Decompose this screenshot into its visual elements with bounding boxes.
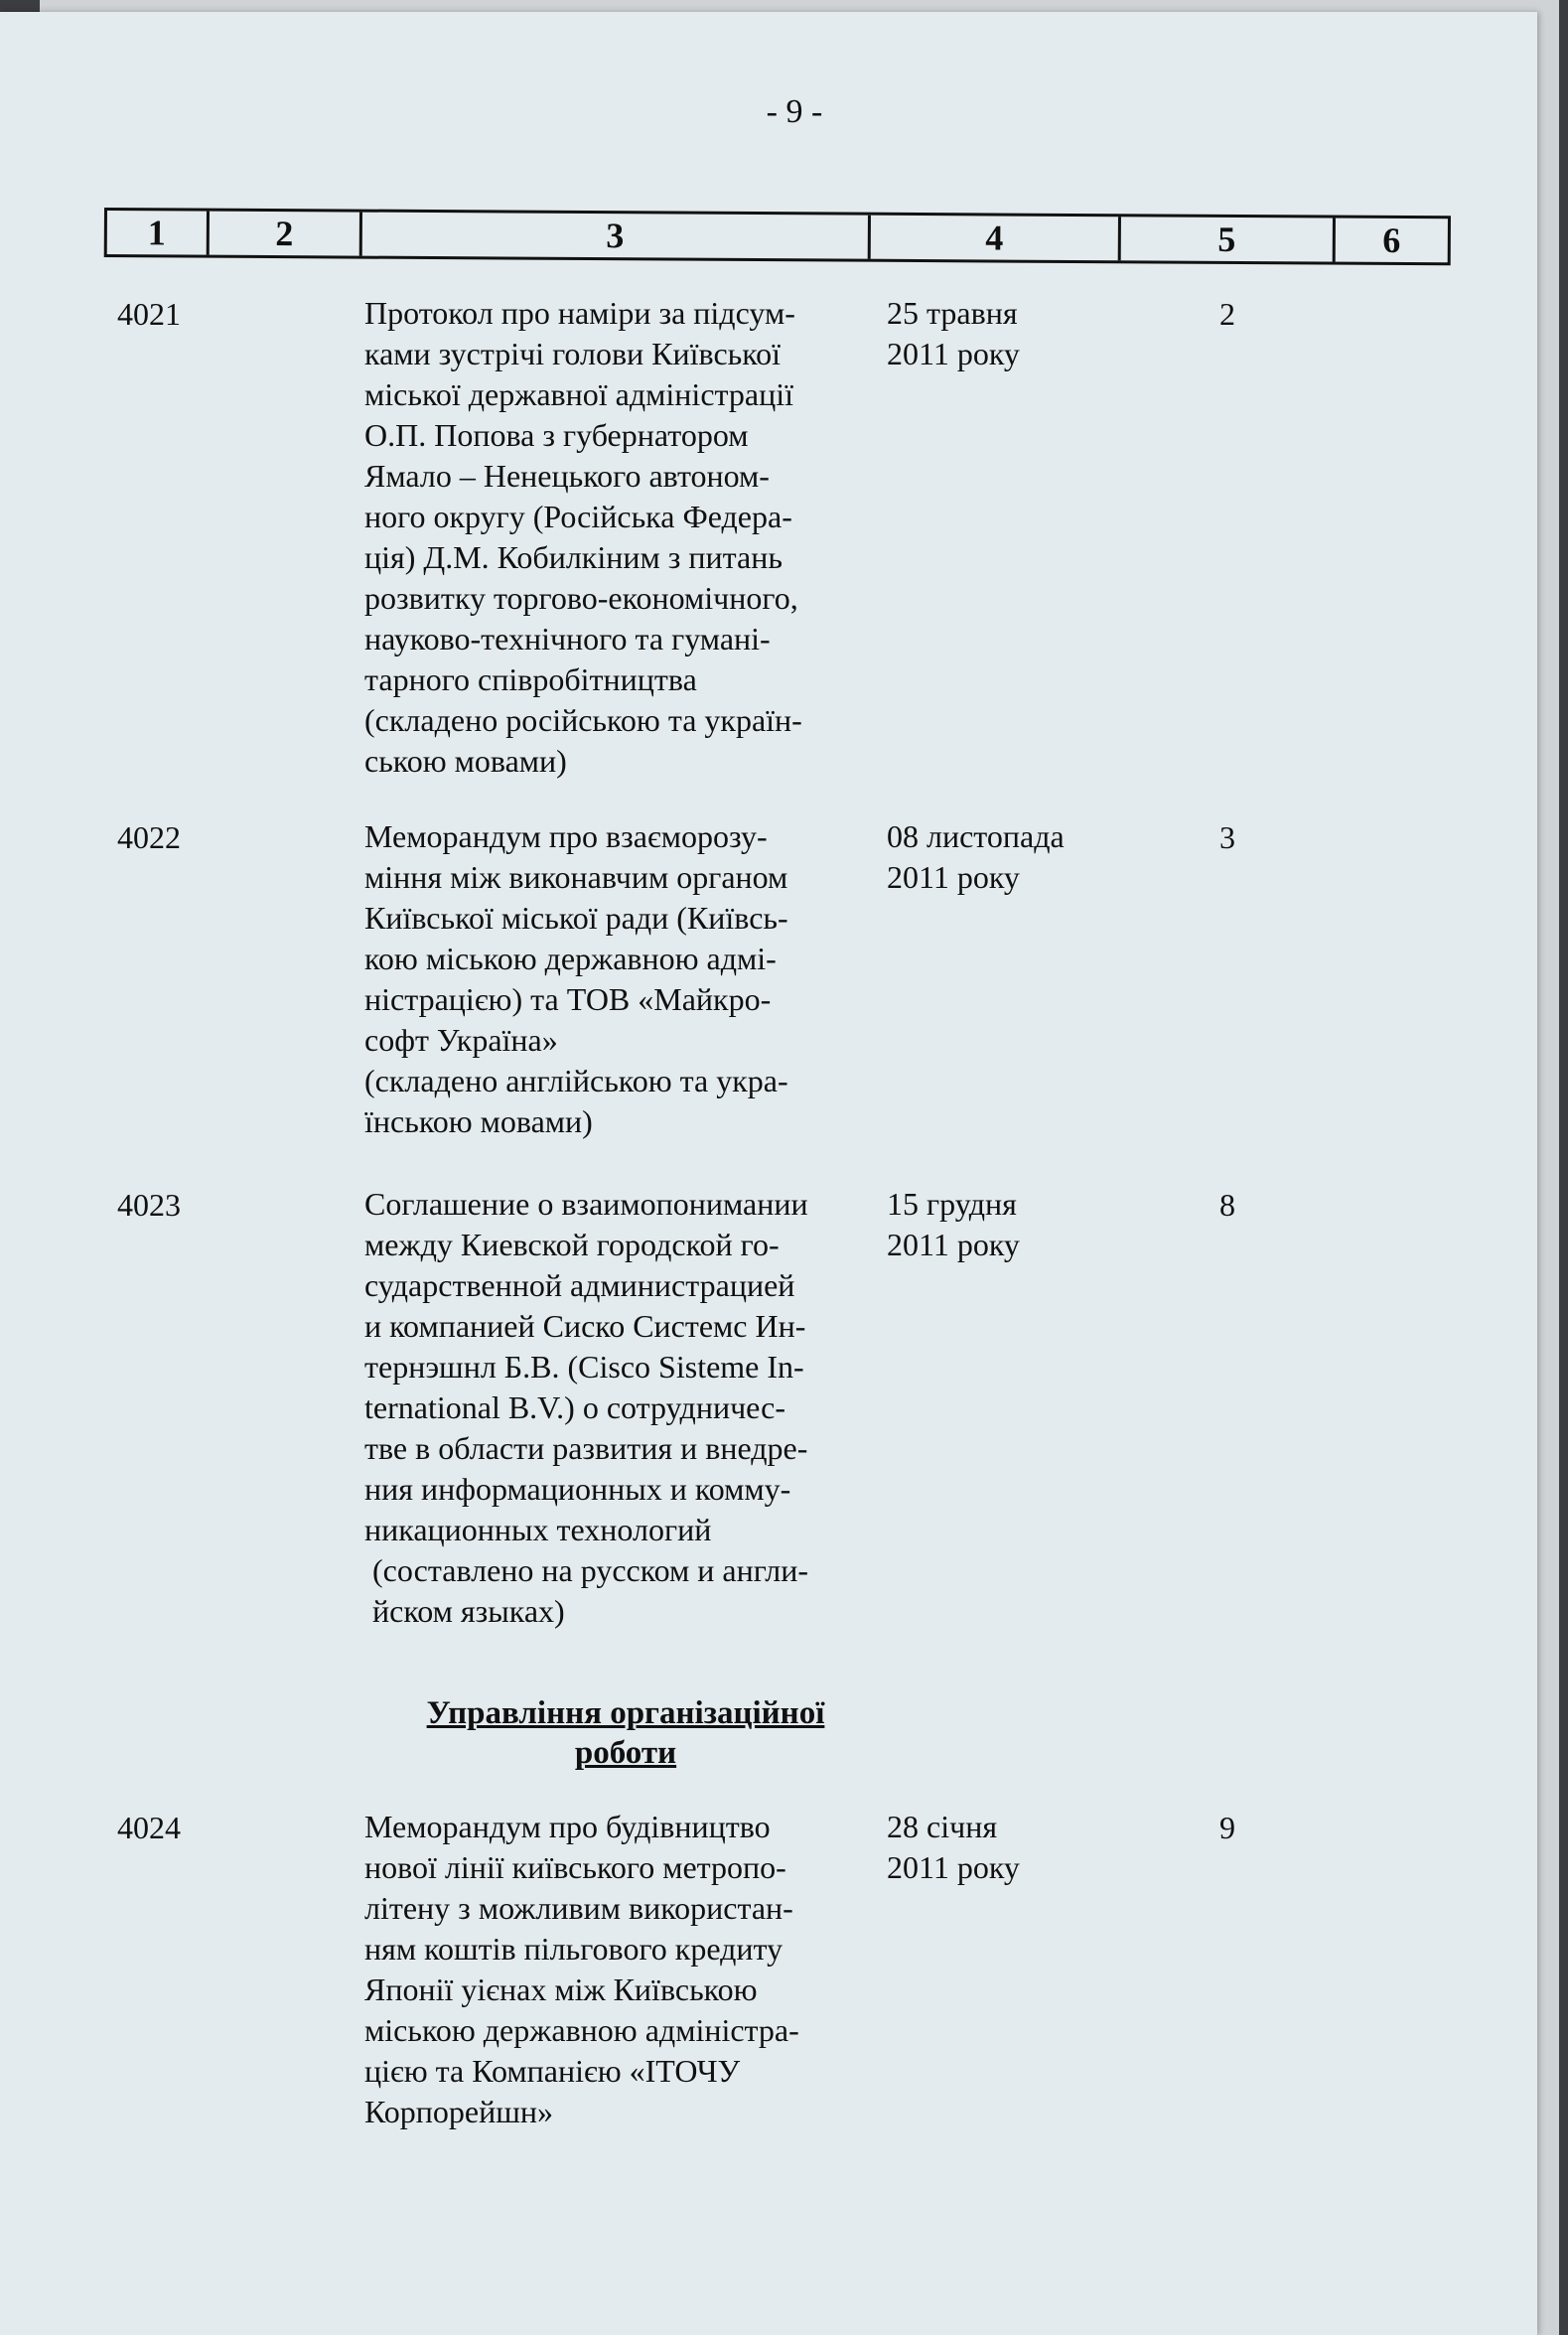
- entry-title-line: тернэшнл Б.В. (Cisco Sisteme In-: [364, 1349, 804, 1385]
- entry-title: [364, 293, 881, 782]
- entry-date-line: 2011 року: [887, 1849, 1020, 1885]
- entry-title-line: розвитку торгово-економічного,: [364, 580, 798, 616]
- section-heading-line: Управління організаційної: [426, 1695, 825, 1731]
- entry-title-line: (складено англійською та укра-: [364, 1063, 788, 1098]
- entry-title-line: міської державної адміністрації: [364, 376, 793, 412]
- entry-page-count: 2: [1219, 296, 1235, 332]
- page-number: - 9 -: [766, 93, 823, 130]
- column-header-2: 2: [210, 212, 362, 256]
- entry-date: [887, 816, 1125, 898]
- entry-number: 4021: [117, 296, 181, 332]
- column-header-1: 1: [107, 211, 210, 255]
- entry-page-count: 8: [1219, 1187, 1235, 1223]
- entry-title-line: ternational B.V.) о сотрудничес-: [364, 1389, 786, 1425]
- entry-title-line: Японії уієнах між Київською: [364, 1971, 758, 2007]
- entry-date: [887, 1184, 1125, 1265]
- entry-date-line: 08 листопада: [887, 818, 1065, 854]
- entry-title-line: Протокол про наміри за підсум-: [364, 295, 795, 331]
- entry-title-line: міння між виконавчим органом: [364, 859, 788, 895]
- entry-title-line: тарного співробітництва: [364, 661, 697, 697]
- entry-date-line: 2011 року: [887, 1227, 1020, 1262]
- entry-title-line: науково-технічного та гумані-: [364, 621, 771, 657]
- entry-title-line: О.П. Попова з губернатором: [364, 417, 749, 453]
- entry-title-line: міською державною адміністра-: [364, 2012, 799, 2048]
- section-heading: [357, 1693, 894, 1773]
- entry-number: 4022: [117, 819, 181, 855]
- entry-date-line: 15 грудня: [887, 1186, 1017, 1222]
- entry-title-line: ками зустрічі голови Київської: [364, 336, 782, 371]
- entry-title-line: (складено російською та україн-: [364, 702, 802, 738]
- entry-date: [887, 293, 1125, 374]
- entry-title-line: софт Україна»: [364, 1022, 558, 1058]
- entry-title-line: ція) Д.М. Кобилкіним з питань: [364, 539, 783, 575]
- entry-date-line: 25 травня: [887, 295, 1018, 331]
- entry-number: 4023: [117, 1187, 181, 1223]
- entry-title: [364, 1184, 881, 1632]
- entry-number: 4024: [117, 1810, 181, 1845]
- entry-title-line: нової лінії київського метропо-: [364, 1849, 786, 1885]
- entry-title-line: ністрацією) та ТОВ «Майкро-: [364, 981, 772, 1017]
- entry-page-count: 9: [1219, 1810, 1235, 1845]
- column-header-4: 4: [871, 216, 1121, 261]
- entry-title-line: Соглашение о взаимопонимании: [364, 1186, 808, 1222]
- entry-title-line: ния информационных и комму-: [364, 1471, 791, 1507]
- entry-title-line: тве в области развития и внедре-: [364, 1430, 808, 1466]
- entry-title-line: кою міською державною адмі-: [364, 941, 777, 976]
- entry-page-count: 3: [1219, 819, 1235, 855]
- entry-title-line: цією та Компанією «ІТОЧУ: [364, 2053, 741, 2089]
- entry-title-line: Меморандум про взаєморозу-: [364, 818, 768, 854]
- entry-title-line: ням коштів пільгового кредиту: [364, 1931, 784, 1967]
- entry-title-line: Київської міської ради (Київсь-: [364, 900, 788, 936]
- column-number-header: [104, 208, 1451, 265]
- entry-title-line: между Киевской городской го-: [364, 1227, 780, 1262]
- column-header-6: 6: [1382, 219, 1401, 260]
- entry-title-line: йском языках): [364, 1593, 565, 1629]
- entry-date-line: 2011 року: [887, 859, 1020, 895]
- column-header-5: 5: [1121, 217, 1336, 261]
- entry-title-line: Меморандум про будівництво: [364, 1809, 771, 1844]
- entry-title: [364, 816, 881, 1142]
- entry-title-line: сударственной администрацией: [364, 1267, 795, 1303]
- entry-title-line: Ямало – Ненецького автоном-: [364, 458, 770, 494]
- entry-title-line: їнською мовами): [364, 1103, 593, 1139]
- entry-title-line: Корпорейшн»: [364, 2094, 553, 2129]
- document-page: [0, 12, 1537, 2335]
- entry-title-line: и компанией Сиско Системс Ин-: [364, 1308, 806, 1344]
- section-heading-line: роботи: [574, 1735, 677, 1771]
- entry-title-line: літену з можливим використан-: [364, 1890, 793, 1926]
- entry-title: [364, 1807, 881, 2132]
- column-header-3: 3: [362, 213, 871, 259]
- entry-title-line: никационных технологий: [364, 1512, 712, 1547]
- entry-date: [887, 1807, 1125, 1888]
- entry-title-line: (составлено на русском и англи-: [364, 1552, 808, 1588]
- entry-date-line: 2011 року: [887, 336, 1020, 371]
- entry-title-line: ного округу (Російська Федера-: [364, 499, 792, 534]
- entry-date-line: 28 січня: [887, 1809, 998, 1844]
- entry-title-line: ською мовами): [364, 743, 567, 779]
